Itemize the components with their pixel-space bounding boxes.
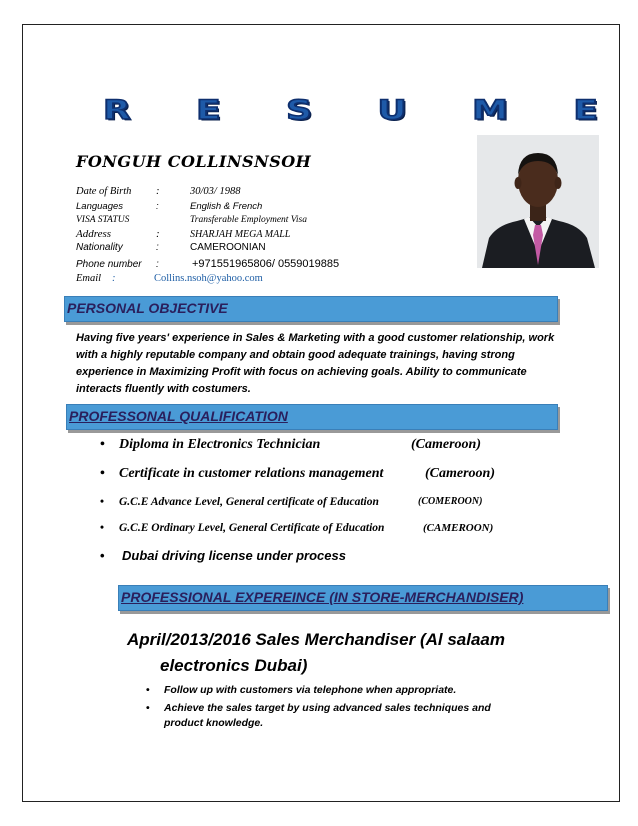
resume-banner [103,94,598,128]
qualification-text: G.C.E Advance Level, General certificate of Education [119,496,379,508]
objective-paragraph: Having five years' experience in Sales & Marketing with a good customer relationship, work with a highly reputable company and obtain good adequate trainings, having strong experience in Maximizing Profit with focus on achieving goals. Ability to communicate interacts fluently with costumers. [76,332,555,395]
info-separator: : [112,273,116,284]
info-separator: : [156,228,160,240]
section-bar-qualification [66,404,558,430]
bullet-icon: • [146,684,150,696]
info-dob [76,186,240,197]
profile-photo [477,135,599,268]
qualification-text: Dubai driving license under process [122,548,346,563]
info-separator: : [156,242,159,253]
info-separator: : [156,186,160,197]
qualification-location: (CAMEROON) [423,522,494,534]
duty-text: Achieve the sales target by using advanced sales techniques and product knowledge. [164,702,491,729]
section-title-objective: PERSONAL OBJECTIVE [67,300,228,316]
section-title-qualification: PROFESSONAL QUALIFICATION [69,408,288,424]
info-label: Languages [76,201,124,212]
section-bar-experience [118,585,608,611]
qualification-location: (COMEROON) [418,496,483,507]
info-value: English & French [190,201,263,212]
qualification-text: Diploma in Electronics Technician [119,437,321,452]
banner-letter: E [573,94,598,126]
info-value: 30/03/ 1988 [190,186,241,197]
info-value: Transferable Employment Visa [190,215,307,225]
banner-letter: M [472,94,508,126]
duty-text: Follow up with customers via telephone when appropriate. [164,684,457,696]
list-item [146,701,526,731]
qualification-text: Certificate in customer relations management [119,466,384,481]
duty-list [146,683,526,734]
section-bar-objective [64,296,558,322]
section-title-experience: PROFESSIONAL EXPEREINCE (IN STORE-MERCHANDISER) [121,589,524,605]
bullet-icon: • [100,548,105,563]
bullet-icon: • [100,496,105,508]
info-label: Nationality [76,242,123,253]
list-item [146,683,526,698]
qualification-location: (Cameroon) [425,466,495,481]
info-address [76,228,290,240]
info-nationality [76,242,266,253]
info-value: CAMEROONIAN [190,242,266,253]
bullet-icon: • [146,702,150,714]
banner-letter: E [196,94,221,126]
email-link[interactable]: Collins.nsoh@yahoo.com [154,273,263,284]
info-separator: : [156,259,159,270]
banner-letter: R [103,94,131,126]
info-email [76,272,263,284]
candidate-name: FONGUH COLLINSNSOH [76,152,312,171]
info-label: VISA STATUS [76,215,130,225]
qualification-location: (Cameroon) [411,437,481,452]
experience-title-line2: electronics Dubai) [160,656,308,675]
info-phone [76,258,339,270]
bullet-icon: • [100,522,105,534]
info-separator: : [156,201,159,212]
info-value: +971551965806/ 0559019885 [192,258,340,270]
qualification-text: G.C.E Ordinary Level, General Certificate of Education [119,522,385,534]
bullet-icon: • [100,466,105,481]
banner-letter: U [377,94,407,126]
info-visa [76,215,307,225]
info-languages [76,201,262,212]
info-value: SHARJAH MEGA MALL [190,229,291,240]
info-label: Date of Birth [76,186,132,197]
info-label: Address [76,228,112,240]
bullet-icon: • [100,437,105,452]
banner-letter: S [286,94,313,126]
info-label: Email [76,273,102,284]
info-label: Phone number [76,259,142,270]
experience-title-line1: April/2013/2016 Sales Merchandiser (Al salaam [127,630,505,649]
